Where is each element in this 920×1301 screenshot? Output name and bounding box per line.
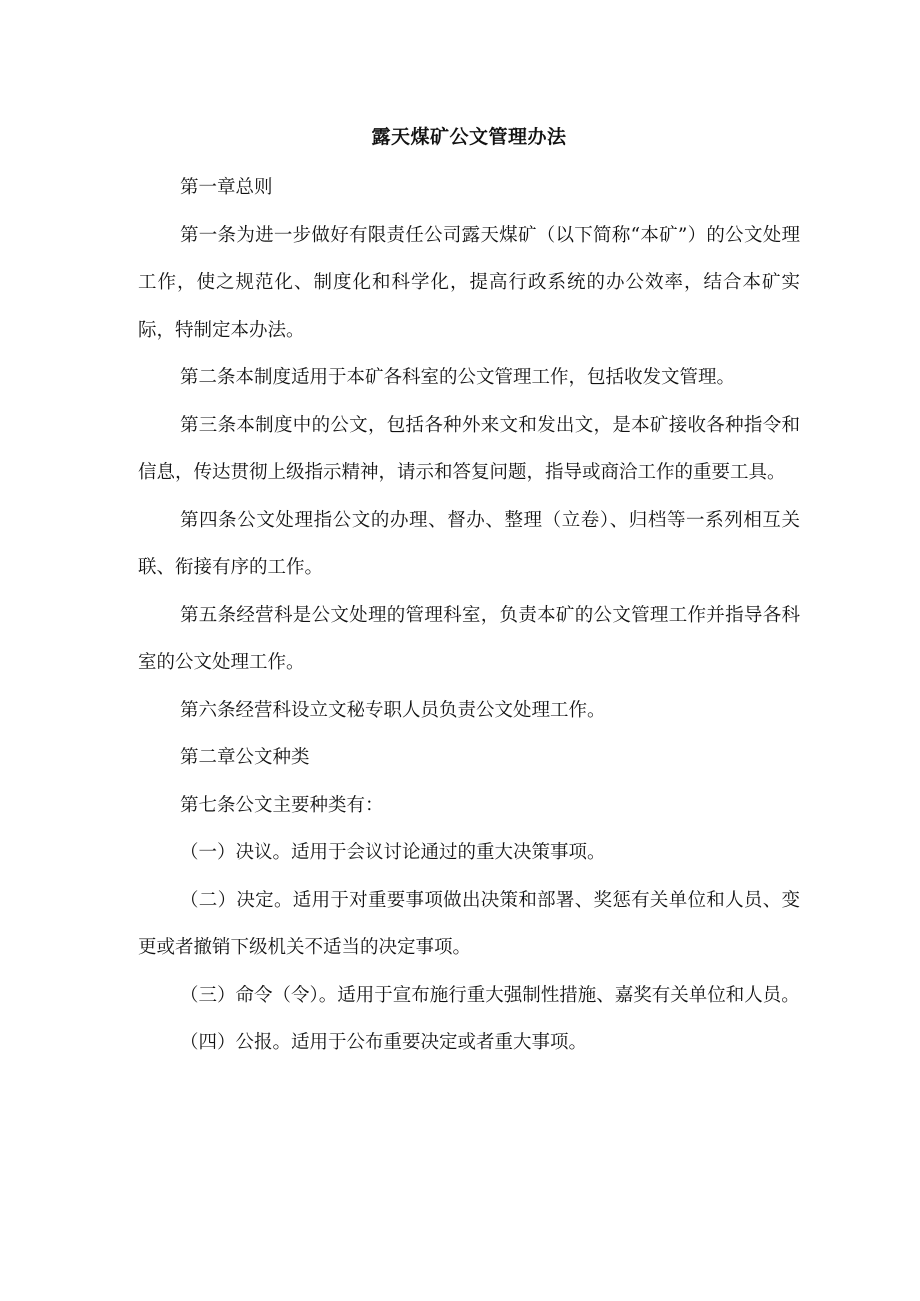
article-6: 第六条经营科设立文秘专职人员负责公文处理工作。 xyxy=(180,699,606,721)
document-title: 露天煤矿公文管理办法 xyxy=(371,126,567,148)
list-item-2: （二）决定。适用于对重要事项做出决策和部署、奖惩有关单位和人员、变更或者撤销下级机关不适当的决定事项。 xyxy=(138,889,800,958)
list-item-3: （三）命令（令）。适用于宣布施行重大强制性措施、嘉奖有关单位和人员。 xyxy=(180,984,800,1006)
article-3: 第三条本制度中的公文，包括各种外来文和发出文，是本矿接收各种指令和信息，传达贯彻上级指示精神，请示和答复问题，指导或商洽工作的重要工具。 xyxy=(138,414,800,483)
document-body xyxy=(138,118,800,1067)
chapter-heading-1: 第一章总则 xyxy=(180,177,273,198)
chapter-heading-2: 第二章公文种类 xyxy=(180,747,310,768)
list-item-4: （四）公报。适用于公布重要决定或者重大事项。 xyxy=(180,1032,588,1053)
article-7: 第七条公文主要种类有： xyxy=(180,794,384,816)
article-5: 第五条经营科是公文处理的管理科室，负责本矿的公文管理工作并指导各科室的公文处理工作。 xyxy=(138,604,800,673)
article-2: 第二条本制度适用于本矿各科室的公文管理工作，包括收发文管理。 xyxy=(180,367,736,388)
article-4: 第四条公文处理指公文的办理、督办、整理（立卷）、归档等一系列相互关联、衔接有序的工作。 xyxy=(138,509,800,578)
article-1: 第一条为进一步做好有限责任公司露天煤矿（以下简称“本矿”）的公文处理工作，使之规范化、制度化和科学化，提高行政系统的办公效率，结合本矿实际，特制定本办法。 xyxy=(138,224,800,341)
list-item-1: （一）决议。适用于会议讨论通过的重大决策事项。 xyxy=(180,842,606,863)
